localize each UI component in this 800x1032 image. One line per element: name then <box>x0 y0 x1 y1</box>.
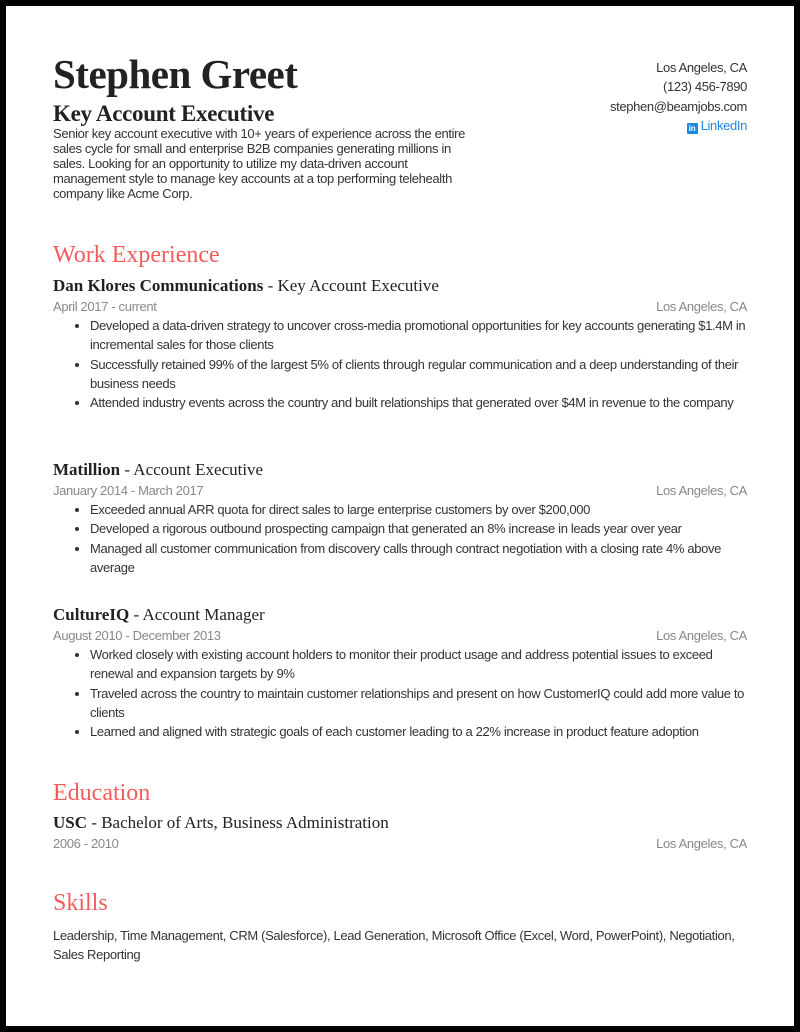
contact-email[interactable]: stephen@beamjobs.com <box>610 98 747 114</box>
bullet: • Exceeded annual ARR quota for direct sales to large enterprise customers by over $200,000 <box>90 500 747 519</box>
education-dates: 2006 - 2010 <box>53 836 119 851</box>
bullet: • Managed all customer communication from discovery calls through contract negotiation with a closing rate 4% above average <box>90 539 747 578</box>
section-skills: Skills <box>53 890 108 916</box>
job-meta <box>53 626 747 645</box>
separator: - <box>120 460 134 479</box>
job-entry <box>53 605 747 741</box>
skills-list: Leadership, Time Management, CRM (Salesforce), Lead Generation, Microsoft Office (Excel, Word, PowerPoint), Negotiation, Sales Reporting <box>53 928 735 963</box>
job-dates: January 2014 - March 2017 <box>53 483 204 498</box>
linkedin-label: LinkedIn <box>700 117 747 133</box>
summary: Senior key account executive with 10+ years of experience across the entire sales cycle for small and enterprise B2B companies generating millions in sales. Looking for an opportunity to utilize my data-driven account management style to manage key accounts at a top performing telehealth company like Acme Corp. <box>53 126 466 201</box>
degree: Bachelor of Arts, Business Administration <box>101 813 389 832</box>
job-bullets <box>53 500 747 577</box>
bullet: • Attended industry events across the country and built relationships that generated over $4M in revenue to the company <box>90 393 747 412</box>
bullet: • Developed a rigorous outbound prospecting campaign that generated an 8% increase in leads year over year <box>90 519 747 538</box>
role: Account Manager <box>142 605 265 624</box>
contact-info <box>610 58 747 135</box>
job-dates: August 2010 - December 2013 <box>53 628 221 643</box>
school: USC <box>53 813 88 832</box>
contact-phone: (123) 456-7890 <box>663 79 747 95</box>
contact-location: Los Angeles, CA <box>656 60 747 75</box>
section-work-experience: Work Experience <box>53 242 220 268</box>
candidate-name: Stephen Greet <box>53 51 298 97</box>
bullet: • Successfully retained 99% of the largest 5% of clients through regular communication and a deep understanding of their business needs <box>90 355 747 394</box>
section-education: Education <box>53 780 151 806</box>
bullet: • Developed a data-driven strategy to uncover cross-media promotional opportunities for key accounts generating $1.4M in incremental sales for those clients <box>90 316 747 355</box>
job-header <box>53 460 747 480</box>
education-meta <box>53 834 747 853</box>
job-bullets <box>53 316 747 412</box>
job-header <box>53 276 747 296</box>
job-location: Los Angeles, CA <box>656 299 747 314</box>
job-meta <box>53 481 747 500</box>
education-entry <box>53 813 747 853</box>
job-entry <box>53 460 747 577</box>
resume-page <box>6 6 794 1026</box>
job-dates: April 2017 - current <box>53 299 157 314</box>
bullet: • Traveled across the country to maintain customer relationships and present on how CustomerIQ could add more value to clients <box>90 684 747 723</box>
separator: - <box>87 813 102 832</box>
job-entry <box>53 276 747 412</box>
job-header <box>53 605 747 625</box>
job-bullets <box>53 645 747 741</box>
role: Key Account Executive <box>277 276 439 295</box>
job-location: Los Angeles, CA <box>656 628 747 643</box>
company: Dan Klores Communications <box>53 276 264 295</box>
job-meta <box>53 297 747 316</box>
linkedin-link[interactable] <box>610 116 747 135</box>
separator: - <box>263 276 278 295</box>
education-header <box>53 813 747 833</box>
company: CultureIQ <box>53 605 130 624</box>
linkedin-icon: in <box>688 123 696 133</box>
role: Account Executive <box>133 460 264 479</box>
bullet: • Learned and aligned with strategic goals of each customer leading to a 22% increase in product feature adoption <box>90 722 747 741</box>
company: Matillion <box>53 460 121 479</box>
bullet: • Worked closely with existing account holders to monitor their product usage and address potential issues to exceed renewal and expansion targets by 9% <box>90 645 747 684</box>
job-location: Los Angeles, CA <box>656 483 747 498</box>
candidate-title: Key Account Executive <box>53 101 275 126</box>
separator: - <box>129 605 143 624</box>
education-location: Los Angeles, CA <box>656 836 747 851</box>
